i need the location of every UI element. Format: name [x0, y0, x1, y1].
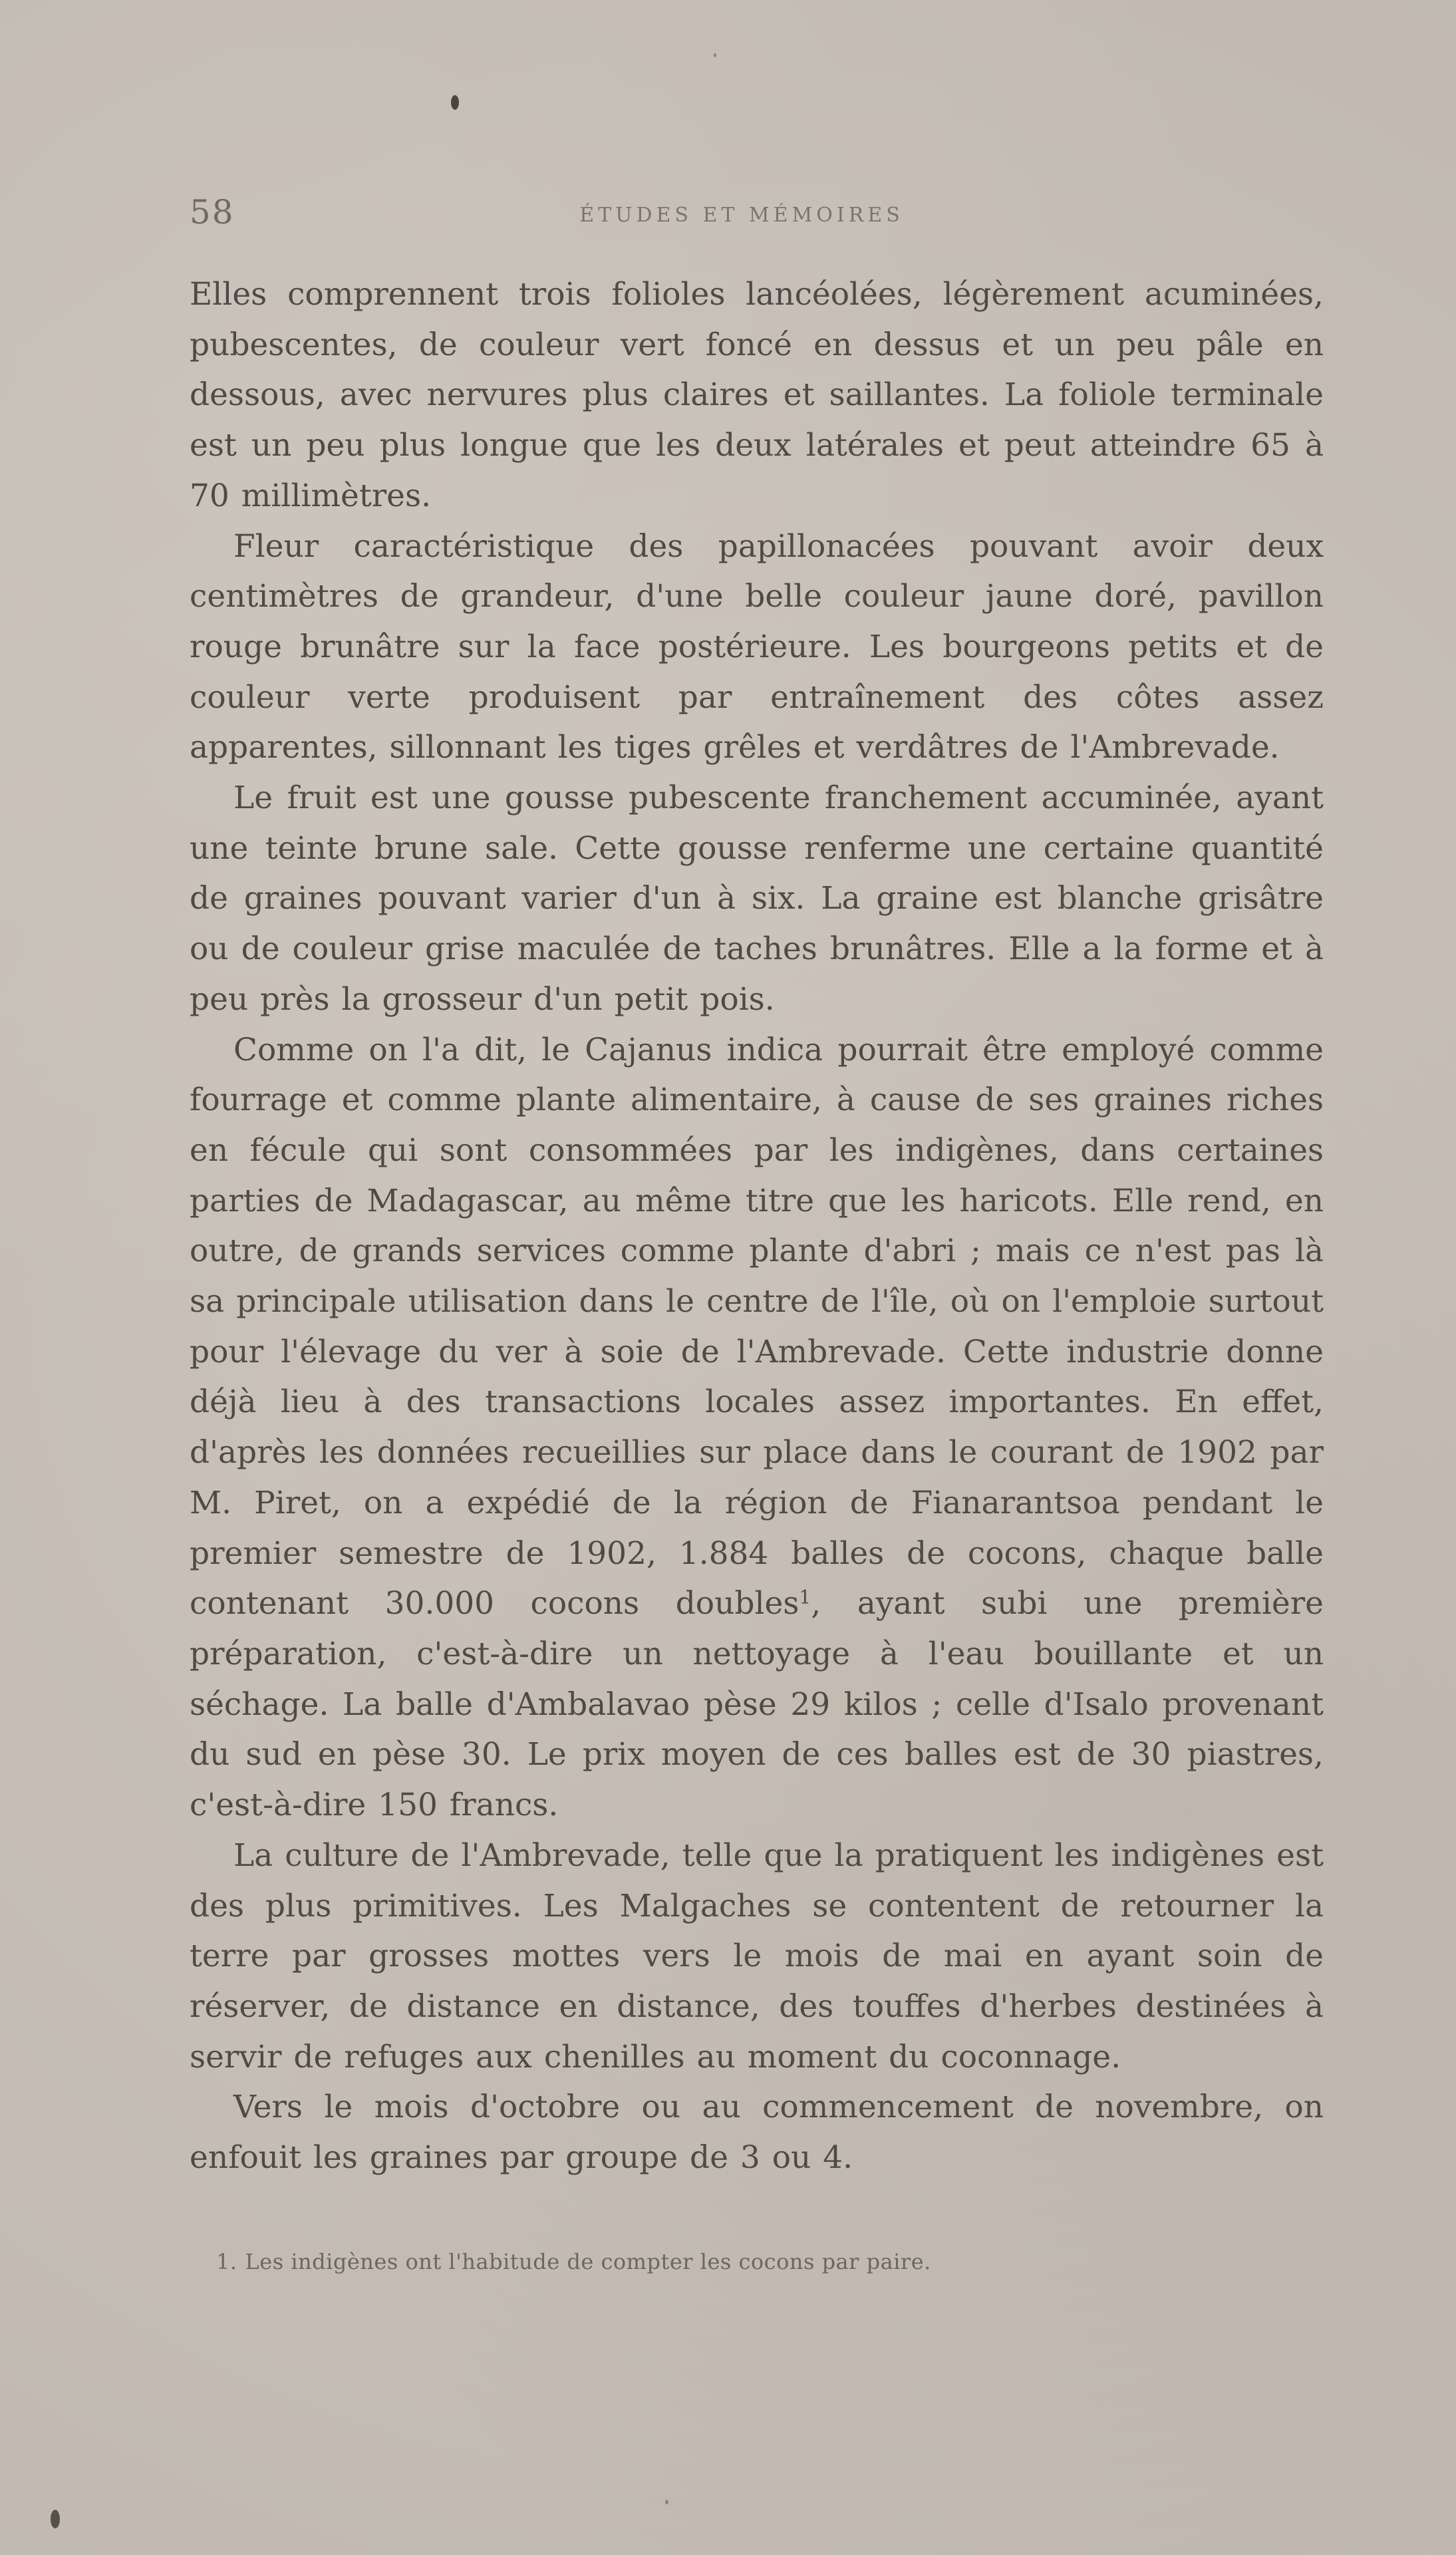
paragraph: La culture de l'Ambrevade, telle que la pratiquent les indigènes est des plus primitives. Les Malgaches se contentent de retourner la terre par grosses mottes vers le mois de mai en ayant soin de réserver, de distance en distance, des touffes d'herbes destinées à servir de refuges aux chenilles au moment du coconnage.	[190, 1837, 1324, 2075]
running-head: ÉTUDES ET MÉMOIRES	[579, 204, 904, 227]
paragraph-text: Comme on l'a dit, le Cajanus indica pourrait être employé comme fourrage et comme plante alimentaire, à cause de ses graines riches en fécule qui sont consommées par les indigènes, dans certaines parties de Madagascar, au même titre que les haricots. Elle rend, en outre, de grands services comme plante d'abri ; mais ce n'est pas là sa principale utilisation dans le centre de l'île, où on l'emploie surtout pour l'élevage du ver à soie de l'Ambrevade. Cette industrie donne déjà lieu à des transactions locales assez importantes. En effet, d'après les données recueillies sur place dans le courant de 1902 par M. Piret, on a expédié de la région de Fianarantsoa pendant le premier semestre de 1902, 1.884 balles de cocons, chaque balle contenant 30.000 cocons doubles	[190, 1031, 1324, 1622]
body-text	[190, 269, 1324, 2183]
paragraph: Elles comprennent trois folioles lancéolées, légèrement acuminées, pubescentes, de couleur vert foncé en dessus et un peu pâle en dessous, avec nervures plus claires et saillantes. La foliole terminale est un peu plus longue que les deux latérales et peut atteindre 65 à 70 millimètres.	[190, 276, 1324, 514]
footnote-text: Les indigènes ont l'habitude de compter les cocons par paire.	[245, 2249, 931, 2274]
paragraph-text: , ayant subi une première préparation, c'est-à-dire un nettoyage à l'eau bouillante et un séchage. La balle d'Ambalavao pèse 29 kilos ; celle d'Isalo provenant du sud en pèse 30. Le prix moyen de ces balles est de 30 piastres, c'est-à-dire 150 francs.	[190, 1585, 1324, 1824]
footnote-reference: 1	[799, 1586, 811, 1608]
ink-speck	[714, 53, 716, 57]
ink-speck	[665, 2500, 668, 2504]
paragraph: Fleur caractéristique des papillonacées pouvant avoir deux centimètres de grandeur, d'une belle couleur jaune doré, pavillon rouge brunâtre sur la face postérieure. Les bourgeons petits et de couleur verte produisent par entraînement des côtes assez apparentes, sillonnant les tiges grêles et verdâtres de l'Ambrevade.	[190, 527, 1324, 766]
footnote	[216, 2247, 1307, 2276]
paragraph: Vers le mois d'octobre ou au commencement de novembre, on enfouit les graines par groupe de 3 ou 4.	[190, 2089, 1324, 2177]
page-number: 58	[190, 193, 235, 231]
paragraph: Le fruit est une gousse pubescente franchement accuminée, ayant une teinte brune sale. Cette gousse renferme une certaine quantité de graines pouvant varier d'un à six. La graine est blanche grisâtre ou de couleur grise maculée de taches brunâtres. Elle a la forme et à peu près la grosseur d'un petit pois.	[190, 780, 1324, 1018]
page-header	[190, 193, 1294, 233]
footnote-number: 1.	[216, 2249, 237, 2274]
ink-speck	[51, 2510, 60, 2528]
paragraph	[190, 1025, 1324, 1831]
ink-speck	[451, 95, 459, 110]
